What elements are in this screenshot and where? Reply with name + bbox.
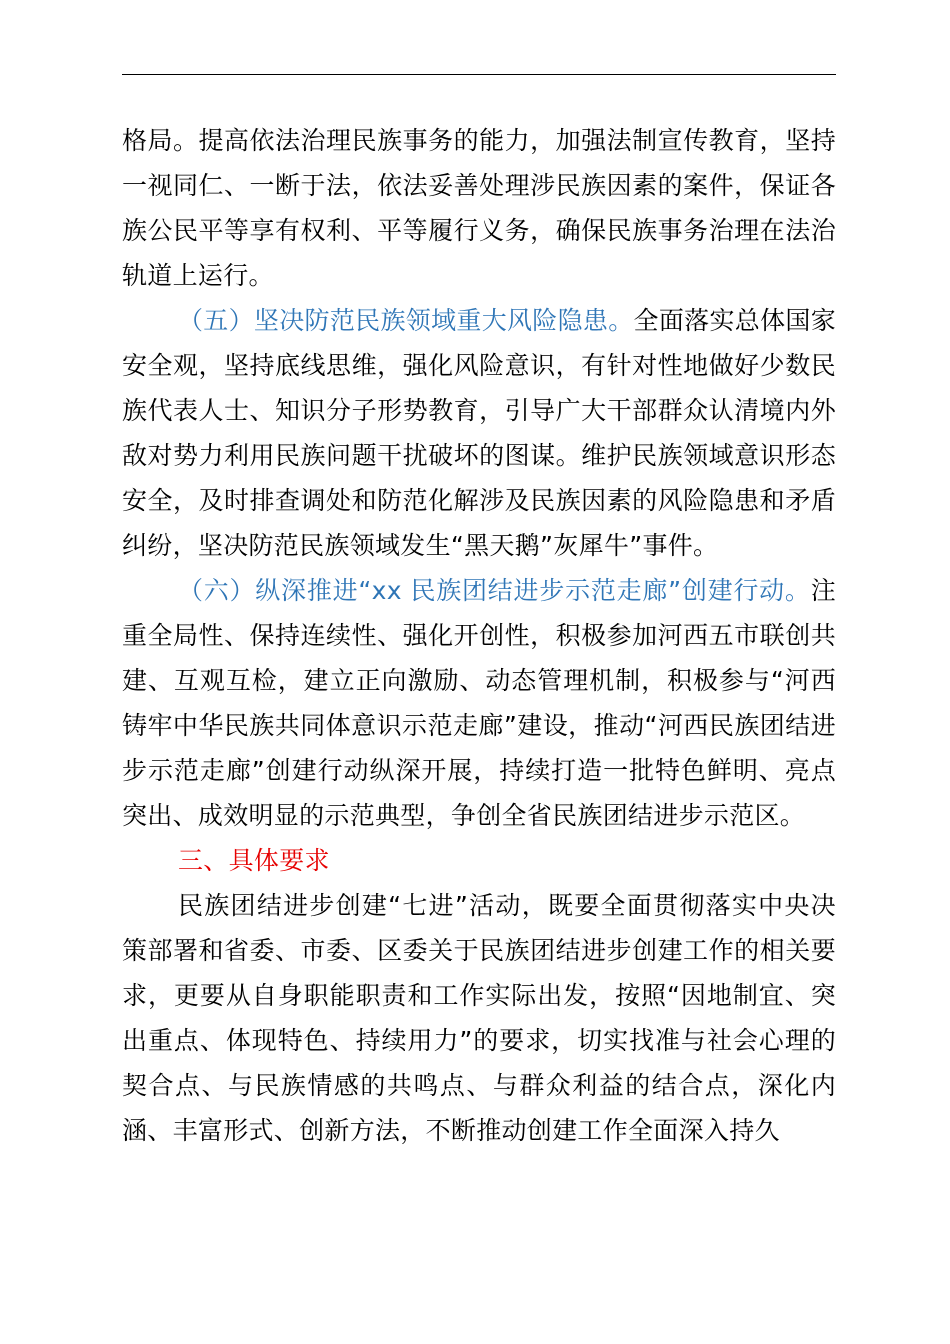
section-heading-text: 三、具体要求 [178,846,330,875]
paragraph-text: 全面落实总体国家安全观，坚持底线思维，强化风险意识，有针对性地做好少数民族代表人士、知识分子形势教育，引导广大干部群众认清境内外敌对势力利用民族问题干扰破坏的图谋。维护民族领域意识形态安全，及时排查调处和防范化解涉及民族因素的风险隐患和矛盾纠纷，坚决防范民族领域发生“黑天鹅”灰犀牛”事件。 [122,306,837,560]
paragraph-text: 民族团结进步创建“七进”活动，既要全面贯彻落实中央决策部署和省委、市委、区委关于民族团结进步创建工作的相关要求，更要从自身职能职责和工作实际出发，按照“因地制宜、突出重点、体现特色、持续用力”的要求，切实找准与社会心理的契合点、与民族情感的共鸣点、与群众利益的结合点，深化内涵、丰富形式、创新方法，不断推动创建工作全面深入持久 [122,891,836,1145]
paragraph-text: 格局。提高依法治理民族事务的能力，加强法制宣传教育，坚持一视同仁、一断于法，依法妥善处理涉民族因素的案件，保证各族公民平等享有权利、平等履行义务，确保民族事务治理在法治轨道上运行。 [122,126,836,290]
document-body [122,118,836,1153]
paragraph-requirements [122,883,836,1153]
subheading-six: （六）纵深推进“xx 民族团结进步示范走廊”创建行动。 [178,576,811,605]
header-rule [122,74,836,75]
paragraph-risk-prevention [122,298,836,568]
paragraph-text: 注重全局性、保持连续性、强化开创性，积极参加河西五市联创共建、互观互检，建立正向激励、动态管理机制，积极参与“河西铸牢中华民族共同体意识示范走廊”建设，推动“河西民族团结进步示范走廊”创建行动纵深开展，持续打造一批特色鲜明、亮点突出、成效明显的示范典型，争创全省民族团结进步示范区。 [122,576,836,830]
subheading-five: （五）坚决防范民族领域重大风险隐患。 [178,306,634,335]
paragraph-continuation [122,118,836,298]
section-heading-three [122,838,836,883]
paragraph-corridor-action [122,568,836,838]
